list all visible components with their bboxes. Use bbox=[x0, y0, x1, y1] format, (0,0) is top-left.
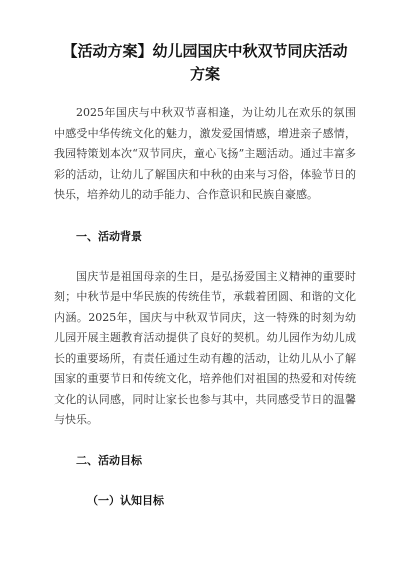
section-heading-goals: 二、活动目标 bbox=[76, 453, 142, 467]
section-heading-background: 一、活动背景 bbox=[76, 229, 142, 243]
document-title: 【活动方案】幼儿园国庆中秋双节同庆活动方案 bbox=[62, 42, 348, 83]
subsection-heading-cognitive: （一）认知目标 bbox=[87, 493, 164, 507]
background-paragraph: 国庆节是祖国母亲的生日，是弘扬爱国主义精神的重要时刻；中秋节是中华民族的传统佳节，承载着团圆、和谐的文化内涵。2025年，国庆与中秋双节同庆，这一特殊的时刻为幼儿园开展主题教育活动提供了良好的契机。幼儿园作为幼儿成长的重要场所，有责任通过生动有趣的活动，让幼儿从小了解国家的重要节日和传统文化，培养他们对祖国的热爱和对传统文化的认同感，同时让家长也参与其中，共同感受节日的温馨与快乐。 bbox=[54, 269, 356, 426]
intro-paragraph: 2025年国庆与中秋双节喜相逢，为让幼儿在欢乐的氛围中感受中华传统文化的魅力，激发爱国情感，增进亲子感情，我园特策划本次“双节同庆，童心飞扬”主题活动。通过丰富多彩的活动，让幼儿了解国庆和中秋的由来与习俗，体验节日的快乐，培养幼儿的动手能力、合作意识和民族自豪感。 bbox=[54, 106, 356, 201]
